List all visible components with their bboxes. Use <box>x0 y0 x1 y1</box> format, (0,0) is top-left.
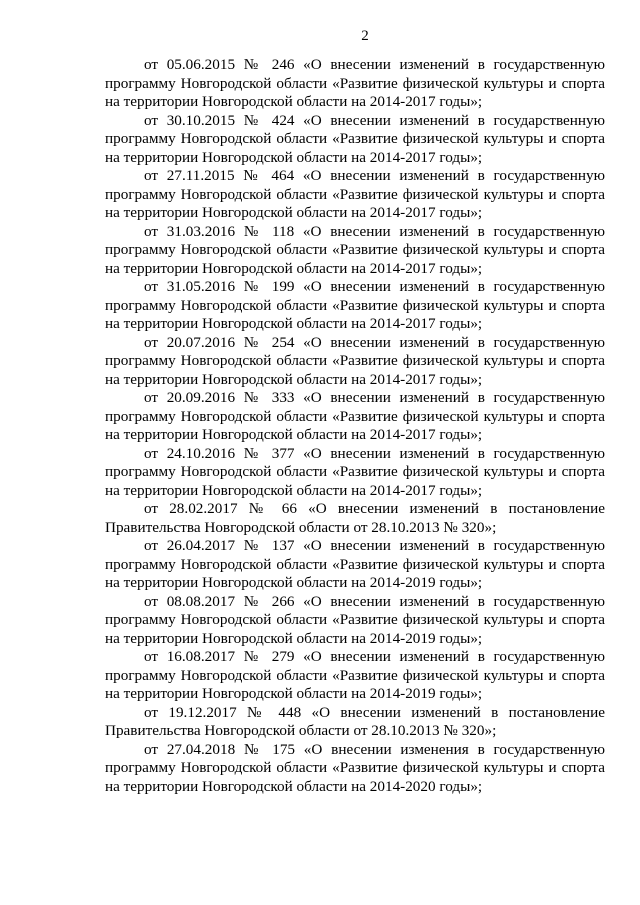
list-item: от 27.04.2018 № 175 «О внесении изменения в государственную программу Новгородской области «Развитие физической культуры и спорта на территории Новгородской области на 2014-2020 годы»; <box>105 740 605 795</box>
list-item: от 31.05.2016 № 199 «О внесении изменений в государственную программу Новгородской области «Развитие физической культуры и спорта на территории Новгородской области на 2014-2017 годы»; <box>105 278 605 332</box>
list-item: от 27.11.2015 № 464 «О внесении изменений в государственную программу Новгородской области «Развитие физической культуры и спорта на территории Новгородской области на 2014-2017 годы»; <box>105 167 605 221</box>
list-item: от 08.08.2017 № 266 «О внесении изменений в государственную программу Новгородской области «Развитие физической культуры и спорта на территории Новгородской области на 2014-2019 годы»; <box>105 592 605 647</box>
list-item: от 26.04.2017 № 137 «О внесении изменений в государственную программу Новгородской области «Развитие физической культуры и спорта на территории Новгородской области на 2014-2019 годы»; <box>105 537 605 591</box>
list-item: от 16.08.2017 № 279 «О внесении изменений в государственную программу Новгородской области «Развитие физической культуры и спорта на территории Новгородской области на 2014-2019 годы»; <box>105 648 605 702</box>
list-item: от 05.06.2015 № 246 «О внесении изменений в государственную программу Новгородской области «Развитие физической культуры и спорта на территории Новгородской области на 2014-2017 годы»; <box>105 56 605 110</box>
list-item: от 24.10.2016 № 377 «О внесении изменений в государственную программу Новгородской области «Развитие физической культуры и спорта на территории Новгородской области на 2014-2017 годы»; <box>105 444 605 499</box>
page-number: 2 <box>361 28 369 44</box>
list-item: от 31.03.2016 № 118 «О внесении изменений в государственную программу Новгородской области «Развитие физической культуры и спорта на территории Новгородской области на 2014-2017 годы»; <box>105 222 605 277</box>
list-item: от 30.10.2015 № 424 «О внесении изменений в государственную программу Новгородской области «Развитие физической культуры и спорта на территории Новгородской области на 2014-2017 годы»; <box>105 111 605 166</box>
list-item: от 28.02.2017 № 66 «О внесении изменений в постановление Правительства Новгородской области от 28.10.2013 № 320»; <box>105 500 605 536</box>
list-item: от 20.09.2016 № 333 «О внесении изменений в государственную программу Новгородской области «Развитие физической культуры и спорта на территории Новгородской области на 2014-2017 годы»; <box>105 389 605 443</box>
list-item: от 19.12.2017 № 448 «О внесении изменений в постановление Правительства Новгородской области от 28.10.2013 № 320»; <box>105 703 605 739</box>
amendments-list <box>105 56 605 796</box>
list-item: от 20.07.2016 № 254 «О внесении изменений в государственную программу Новгородской области «Развитие физической культуры и спорта на территории Новгородской области на 2014-2017 годы»; <box>105 333 605 388</box>
